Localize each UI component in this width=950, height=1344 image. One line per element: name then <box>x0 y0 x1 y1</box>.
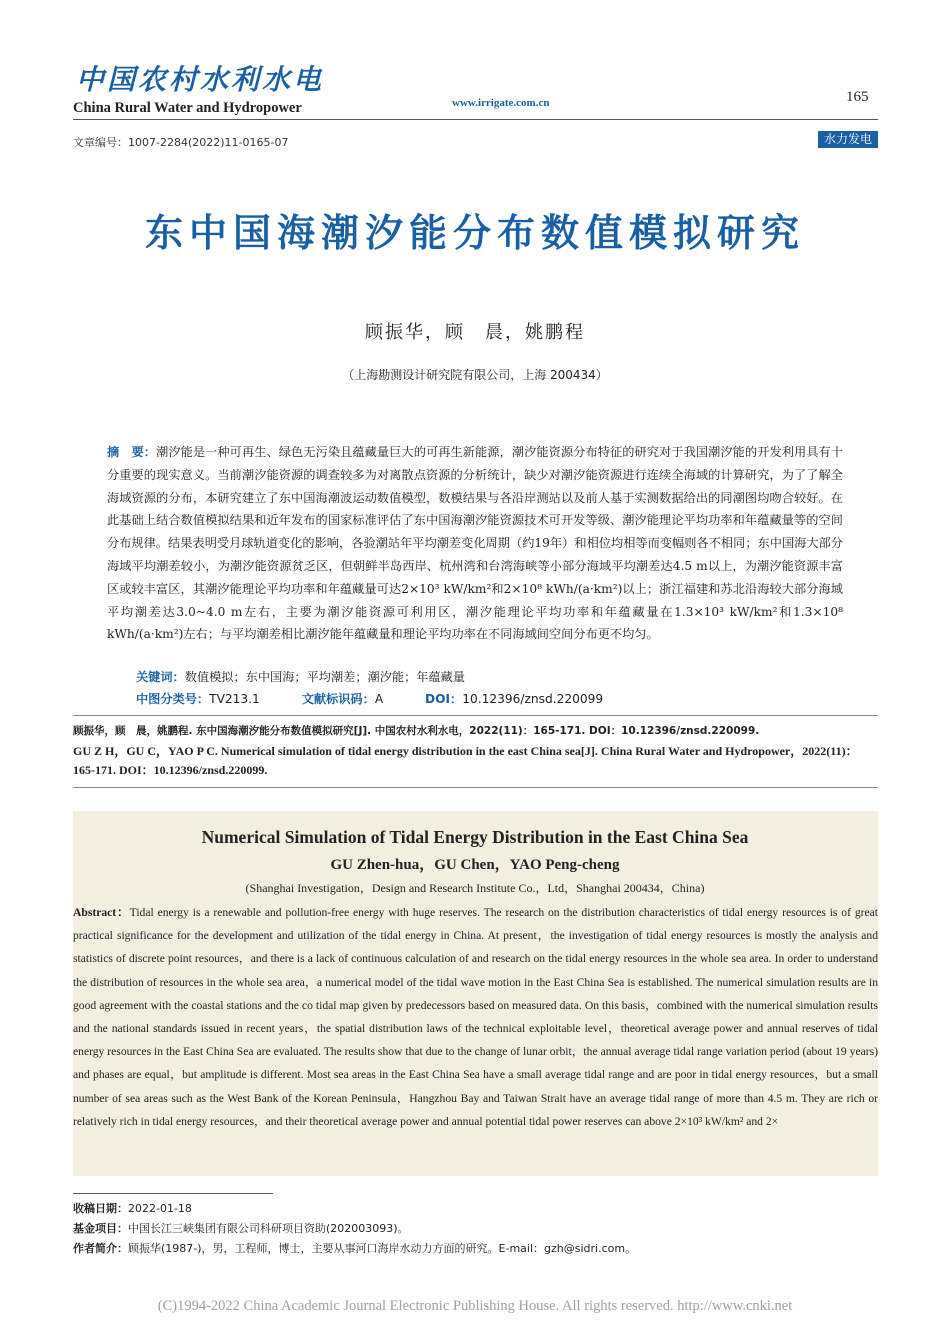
received-label: 收稿日期： <box>73 1202 128 1215</box>
english-affiliation: (Shanghai Investigation，Design and Research Institute Co.，Ltd，Shanghai 200434，China) <box>245 881 705 895</box>
citation-english: GU Z H，GU C，YAO P C. Numerical simulation of tidal energy distribution in the east China sea[J]. China Rural Water and Hydropower，2022(11)：165-171. DOI：10.12396/znsd.220099. <box>73 743 858 777</box>
doc-label: 文献标识码： <box>301 692 375 706</box>
footnote-author <box>73 1240 636 1256</box>
article-id-value: 1007-2284(2022)11-0165-07 <box>128 136 289 149</box>
author-label: 作者简介： <box>73 1242 128 1255</box>
page-number: 165 <box>846 89 869 105</box>
english-abstract <box>73 901 878 1133</box>
english-abstract-label: Abstract： <box>73 906 130 919</box>
doi-value[interactable]: 10.12396/znsd.220099 <box>462 692 604 706</box>
citation-bottom-divider <box>73 787 878 788</box>
abstract-text: 潮汐能是一种可再生、绿色无污染且蕴藏量巨大的可再生新能源，潮汐能资源分布特征的研究对于我国潮汐能的开发利用具有十分重要的现实意义。当前潮汐能资源的调查较多为对离散点资源的分析统计，缺少对潮汐能资源进行连续全海域的计算研究，为了了解全海域资源的分布，本研究建立了东中国海潮波运动数值模型，数模结果与各沿岸测站以及前人基于实测数据给出的同潮图均吻合较好。在此基础上结合数值模拟结果和近年发布的国家标准评估了东中国海潮汐能资源技术可开发等级、潮汐能理论平均功率和年蕴藏量等的空间分布规律。结果表明受月球轨道变化的影响，各验潮站年平均潮差变化周期（约19年）和相位均相等而变幅则各不相同；东中国海大部分海域平均潮差较小，为潮汐能资源贫乏区，但朝鲜半岛西岸、杭州湾和台湾海峡等小部分海域平均潮差达4.5 m以上，为潮汐能资源丰富区或较丰富区，其潮汐能理论平均功率和年蕴藏量可达2×10³ kW/km²和2×10⁸ kWh/(a·km²)以上；浙江福建和苏北沿海较大部分海域平均潮差达3.0~4.0 m左右，主要为潮汐能资源可利用区，潮汐能理论平均功率和年蕴藏量在1.3×10³ kW/km²和1.3×10⁸ kWh/(a·km²)左右；与平均潮差相比潮汐能年蕴藏量和理论平均功率在不同海域间空间分布更不均匀。 <box>107 445 844 642</box>
citation-chinese: 顾振华，顾 晨，姚鹏程. 东中国海潮汐能分布数值模拟研究[J]. 中国农村水利水电，2022(11)：165-171. DOI：10.12396/znsd.220099. <box>73 725 760 737</box>
class-value: TV213.1 <box>209 692 260 706</box>
citation-block <box>73 722 878 781</box>
english-title: Numerical Simulation of Tidal Energy Distribution in the East China Sea <box>201 827 749 847</box>
article-id-label: 文章编号： <box>73 136 128 149</box>
author-value: 顾振华(1987-)，男，工程师，博士，主要从事河口海岸水动力方面的研究。E-mail：gzh@sidri.com。 <box>128 1242 637 1255</box>
paper-affiliation: （上海勘测设计研究院有限公司，上海 200434） <box>342 368 608 382</box>
cnki-watermark: (C)1994-2022 China Academic Journal Electronic Publishing House. All rights reserved. http://www.cnki.net <box>157 1298 793 1314</box>
footnote-fund <box>73 1220 409 1236</box>
abstract-label: 摘 要： <box>107 445 157 459</box>
paper-authors: 顾振华，顾 晨，姚鹏程 <box>365 322 585 343</box>
fund-label: 基金项目： <box>73 1222 128 1235</box>
footnote-divider <box>73 1193 273 1194</box>
paper-title: 东中国海潮汐能分布数值模拟研究 <box>144 211 805 255</box>
keywords-text: 数值模拟；东中国海；平均潮差；潮汐能；年蕴藏量 <box>184 670 466 684</box>
doc-value: A <box>374 692 384 706</box>
keywords-label: 关键词： <box>136 670 185 684</box>
classification-line <box>136 690 603 707</box>
english-abstract-text: Tidal energy is a renewable and pollution-free energy with huge reserves. The research on the distribution characteristics of tidal energy resources is of great practical significance for the development and utilization of the tidal energy in China. At present，the investigation of tidal energy resources is mostly the analysis and statistics of discrete point resources，and there is a lack of continuous calculation of and research on the tidal energy resources in the whole sea area. In order to understand the distribution of resources in the whole sea area，a numerical model of the tidal wave motion in the East China Sea is established. The numerical simulation results are in good agreement with the coastal stations and the co tidal map given by predecessors based on measured data. On this basis，combined with the numerical simulation results and the national standards issued in recent years，the spatial distribution laws of the technical exploitable level，theoretical average power and annual reserves of tidal energy resources in the East China Sea are evaluated. The results show that due to the change of lunar orbit，the annual average tidal range variation period (about 19 years) and phases are equal，but amplitude is different. Most sea areas in the East China Sea have a small average tidal range and are poor in tidal energy resources，but a small number of sea areas such as the West Bank of the Korean Peninsula，Hangzhou Bay and Taiwan Strait have an average tidal range of more than 4.5 m. They are rich or relatively rich in tidal energy resources，and their theoretical average power and annual potential tidal power reserves can above 2×10³ kW/km² and 2× <box>73 906 878 1128</box>
fund-value: 中国长江三峡集团有限公司科研项目资助(202003093)。 <box>128 1222 409 1235</box>
journal-website[interactable]: www.irrigate.com.cn <box>452 97 550 109</box>
english-authors: GU Zhen-hua，GU Chen，YAO Peng-cheng <box>330 857 620 873</box>
keywords-line <box>136 668 465 685</box>
journal-english-name: China Rural Water and Hydropower <box>73 100 302 116</box>
journal-chinese-name: 中国农村水利水电 <box>76 63 325 96</box>
header-divider <box>73 119 878 120</box>
article-id <box>73 134 288 150</box>
citation-top-divider <box>73 715 878 716</box>
footnote-received <box>73 1200 192 1216</box>
received-value: 2022-01-18 <box>128 1202 192 1215</box>
chinese-abstract <box>107 441 843 646</box>
section-tag: 水力发电 <box>818 131 878 148</box>
class-label: 中图分类号： <box>136 692 210 706</box>
doi-label: DOI： <box>425 692 463 706</box>
